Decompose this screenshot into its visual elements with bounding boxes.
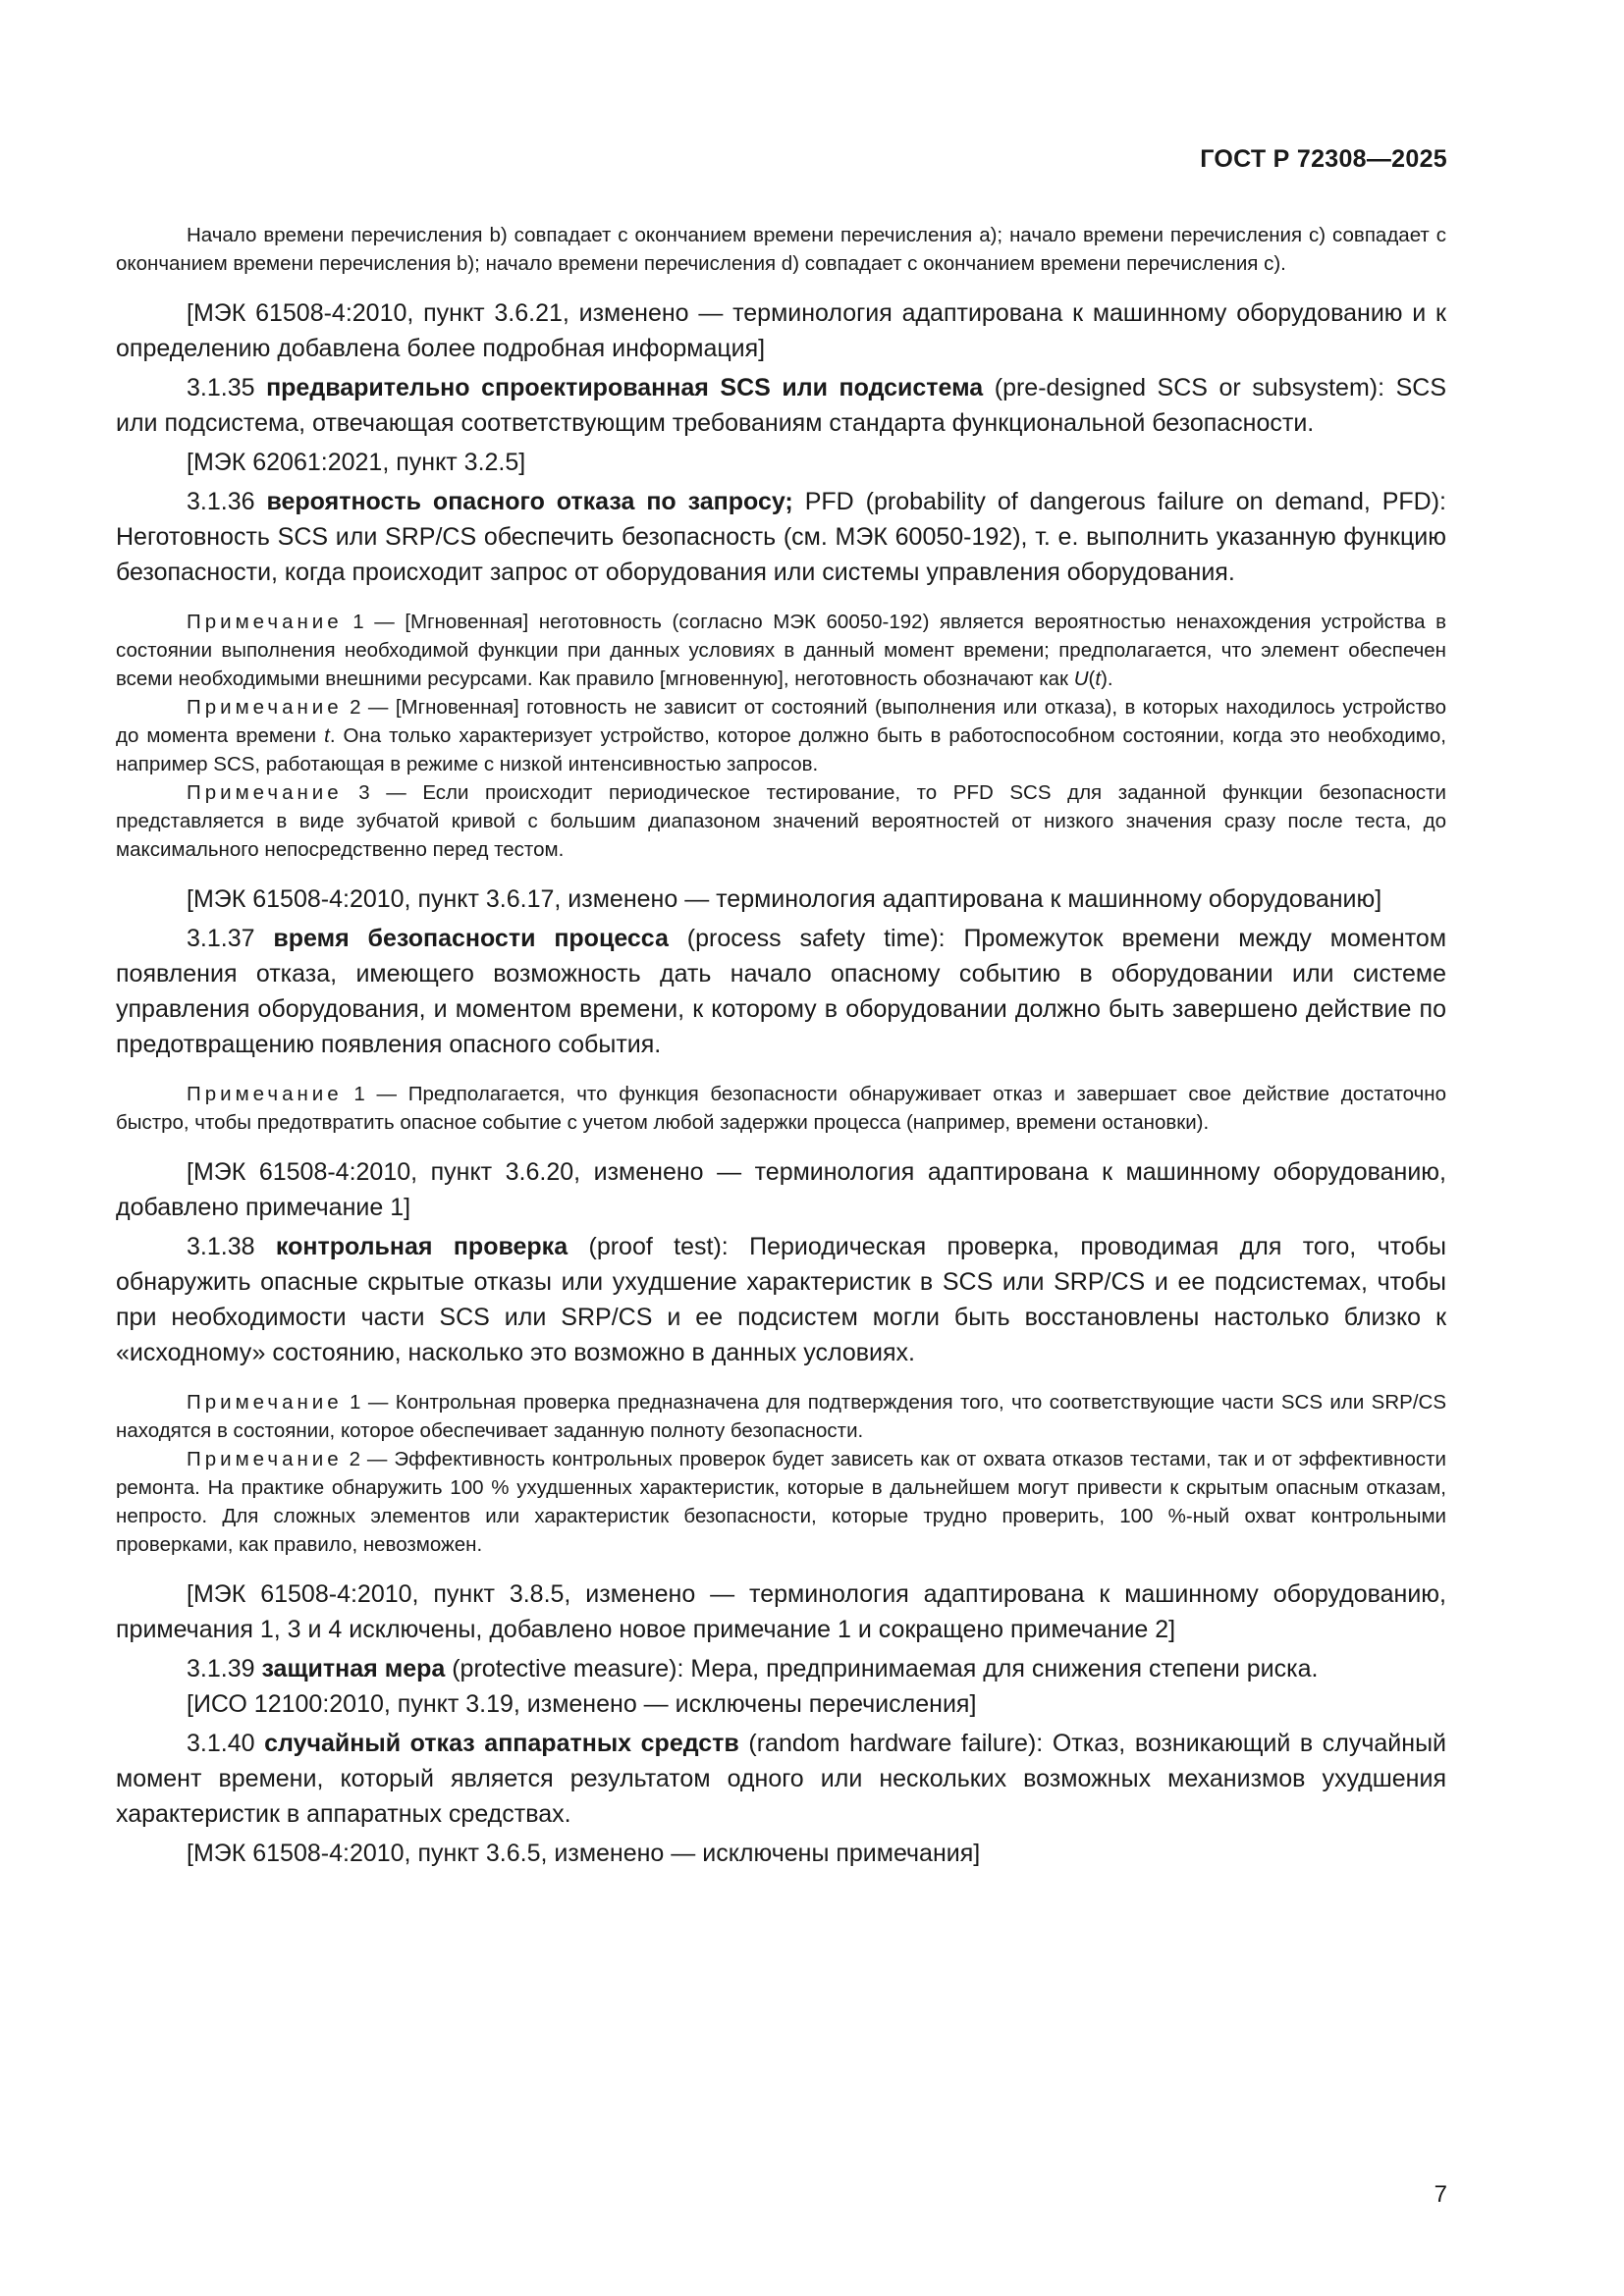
note-label: Примечание	[187, 1391, 343, 1414]
term-definition: (protective measure): Мера, предпринимаемая для снижения степени риска.	[445, 1655, 1319, 1682]
term-definition: (pre-designed SCS or subsystem): SCS или подсистема, отвечающая соответствующим требованиям стандарта функциональной безопасности.	[116, 374, 1446, 437]
note-text: [Мгновенная] неготовность (согласно МЭК 60050-192) является вероятностью ненахождения устройства в состоянии выполнения необходимой функции при данных условиях в данный момент времени; предполагается, что элемент обеспечен всеми необходимыми внешними ресурсами. Как правило [мгновенную], неготовность обозначают как	[116, 611, 1446, 690]
term-number: 3.1.35	[187, 374, 267, 401]
note-label: Примечание	[187, 1448, 343, 1470]
term-3-1-39	[116, 1651, 1446, 1686]
note-number: 2 —	[342, 1448, 395, 1470]
term-number: 3.1.39	[187, 1655, 262, 1682]
term-number: 3.1.36	[187, 488, 267, 515]
note-label: Примечание	[187, 696, 343, 719]
math-symbol: t	[324, 724, 330, 747]
page-body	[116, 221, 1446, 1871]
math-symbol: U	[1073, 667, 1089, 690]
source-reference: [МЭК 61508-4:2010, пункт 3.8.5, изменено — терминология адаптирована к машинному оборудованию, примечания 1, 3 и 4 исключены, добавлено новое примечание 1 и сокращено примечание 2]	[116, 1580, 1446, 1643]
term-3-1-37	[116, 921, 1446, 1062]
note-2	[116, 1445, 1446, 1559]
note-text: Если происходит периодическое тестирование, то PFD SCS для заданной функции безопасности представляется в виде зубчатой кривой с большим диапазоном значений вероятностей от низкого значения сразу после теста, до максимального непосредственно перед тестом.	[116, 781, 1446, 861]
term-name: вероятность опасного отказа по запросу;	[266, 488, 793, 515]
term-definition: (random hardware failure): Отказ, возникающий в случайный момент времени, который является результатом одного или нескольких возможных механизмов ухудшения характеристик в аппаратных средствах.	[116, 1730, 1447, 1828]
term-definition: PFD (probability of dangerous failure on demand, PFD): Неготовность SCS или SRP/CS обеспечить безопасность (см. МЭК 60050-192), т. е. выполнить указанную функцию безопасности, когда происходит запрос от оборудования или системы управления оборудования.	[116, 488, 1447, 586]
note-text: Предполагается, что функция безопасности обнаруживает отказ и завершает свое действие достаточно быстро, чтобы предотвратить опасное событие с учетом любой задержки процесса (например, времени остановки).	[116, 1083, 1446, 1134]
math-symbol: t	[1095, 667, 1102, 690]
term-3-1-35	[116, 370, 1446, 441]
continuation-paragraph: Начало времени перечисления b) совпадает с окончанием времени перечисления а); начало времени перечисления с) совпадает с окончанием времени перечисления b); начало времени перечисления d) совпадает с окончанием времени перечисления с).	[116, 224, 1446, 275]
note-number: 1 —	[342, 1083, 408, 1105]
note-text: . Она только характеризует устройство, которое должно быть в работоспособном состоянии, когда это необходимо, например SCS, работающая в режиме с низкой интенсивностью запросов.	[116, 724, 1447, 775]
term-3-1-38	[116, 1229, 1446, 1370]
term-number: 3.1.40	[187, 1730, 265, 1757]
note-label: Примечание	[187, 781, 343, 804]
source-reference: [ИСО 12100:2010, пункт 3.19, изменено — исключены перечисления]	[187, 1690, 977, 1718]
note-1	[116, 608, 1446, 693]
note-1	[116, 1080, 1446, 1137]
term-definition: (process safety time): Промежуток времени между моментом появления отказа, имеющего возможность дать начало опасному событию в оборудовании или системе управления оборудования, и моментом времени, к которому в оборудовании должно быть завершено действие по предотвращению появления опасного события.	[116, 925, 1447, 1058]
source-reference: [МЭК 62061:2021, пункт 3.2.5]	[187, 449, 526, 476]
term-name: контрольная проверка	[275, 1233, 568, 1260]
note-number: 1 —	[342, 1391, 396, 1414]
term-3-1-36	[116, 484, 1446, 590]
term-name: защитная мера	[261, 1655, 446, 1682]
source-reference: [МЭК 61508-4:2010, пункт 3.6.17, изменено — терминология адаптирована к машинному оборудованию]	[187, 885, 1382, 913]
term-name: случайный отказ аппаратных средств	[264, 1730, 739, 1757]
term-number: 3.1.38	[187, 1233, 276, 1260]
note-1	[116, 1388, 1446, 1445]
source-reference: [МЭК 61508-4:2010, пункт 3.6.5, изменено — исключены примечания]	[187, 1840, 981, 1867]
note-text: Контрольная проверка предназначена для подтверждения того, что соответствующие части SCS или SRP/CS находятся в состоянии, которое обеспечивает заданную полноту безопасности.	[116, 1391, 1446, 1442]
note-3	[116, 778, 1446, 864]
note-text: (	[1088, 667, 1096, 690]
source-reference: [МЭК 61508-4:2010, пункт 3.6.20, изменено — терминология адаптирована к машинному оборудованию, добавлено примечание 1]	[116, 1158, 1446, 1221]
page-number: 7	[1434, 2181, 1447, 2208]
term-3-1-40	[116, 1726, 1446, 1832]
note-number: 1 —	[342, 611, 406, 633]
note-text: [Мгновенная] готовность не зависит от состояний (выполнения или отказа), в которых находилось устройство до момента времени	[116, 696, 1446, 747]
term-name: время безопасности процесса	[273, 925, 669, 952]
note-number: 2 —	[342, 696, 396, 719]
note-label: Примечание	[187, 1083, 343, 1105]
document-header: ГОСТ Р 72308—2025	[1200, 145, 1447, 173]
note-text: Эффективность контрольных проверок будет зависеть как от охвата отказов тестами, так и от эффективности ремонта. На практике обнаружить 100 % ухудшенных характеристик, которые в дальнейшем могут привести к скрытым опасным отказам, непросто. Для сложных элементов или характеристик безопасности, которые трудно проверить, 100 %-ный охват контрольными проверками, как правило, невозможен.	[116, 1448, 1446, 1556]
note-text: ).	[1101, 667, 1113, 690]
term-definition: (proof test): Периодическая проверка, проводимая для того, чтобы обнаружить опасные скрытые отказы или ухудшение характеристик в SCS или SRP/CS и ее подсистемах, чтобы при необходимости части SCS или SRP/CS и ее подсистем могли быть восстановлены настолько близко к «исходному» состоянию, насколько это возможно в данных условиях.	[116, 1233, 1446, 1366]
term-name: предварительно спроектированная SCS или подсистема	[266, 374, 984, 401]
note-label: Примечание	[187, 611, 343, 633]
note-number: 3 —	[342, 781, 423, 804]
note-2	[116, 693, 1446, 778]
source-reference: [МЭК 61508-4:2010, пункт 3.6.21, изменено — терминология адаптирована к машинному оборудованию и к определению добавлена более подробная информация]	[116, 299, 1446, 362]
term-number: 3.1.37	[187, 925, 274, 952]
